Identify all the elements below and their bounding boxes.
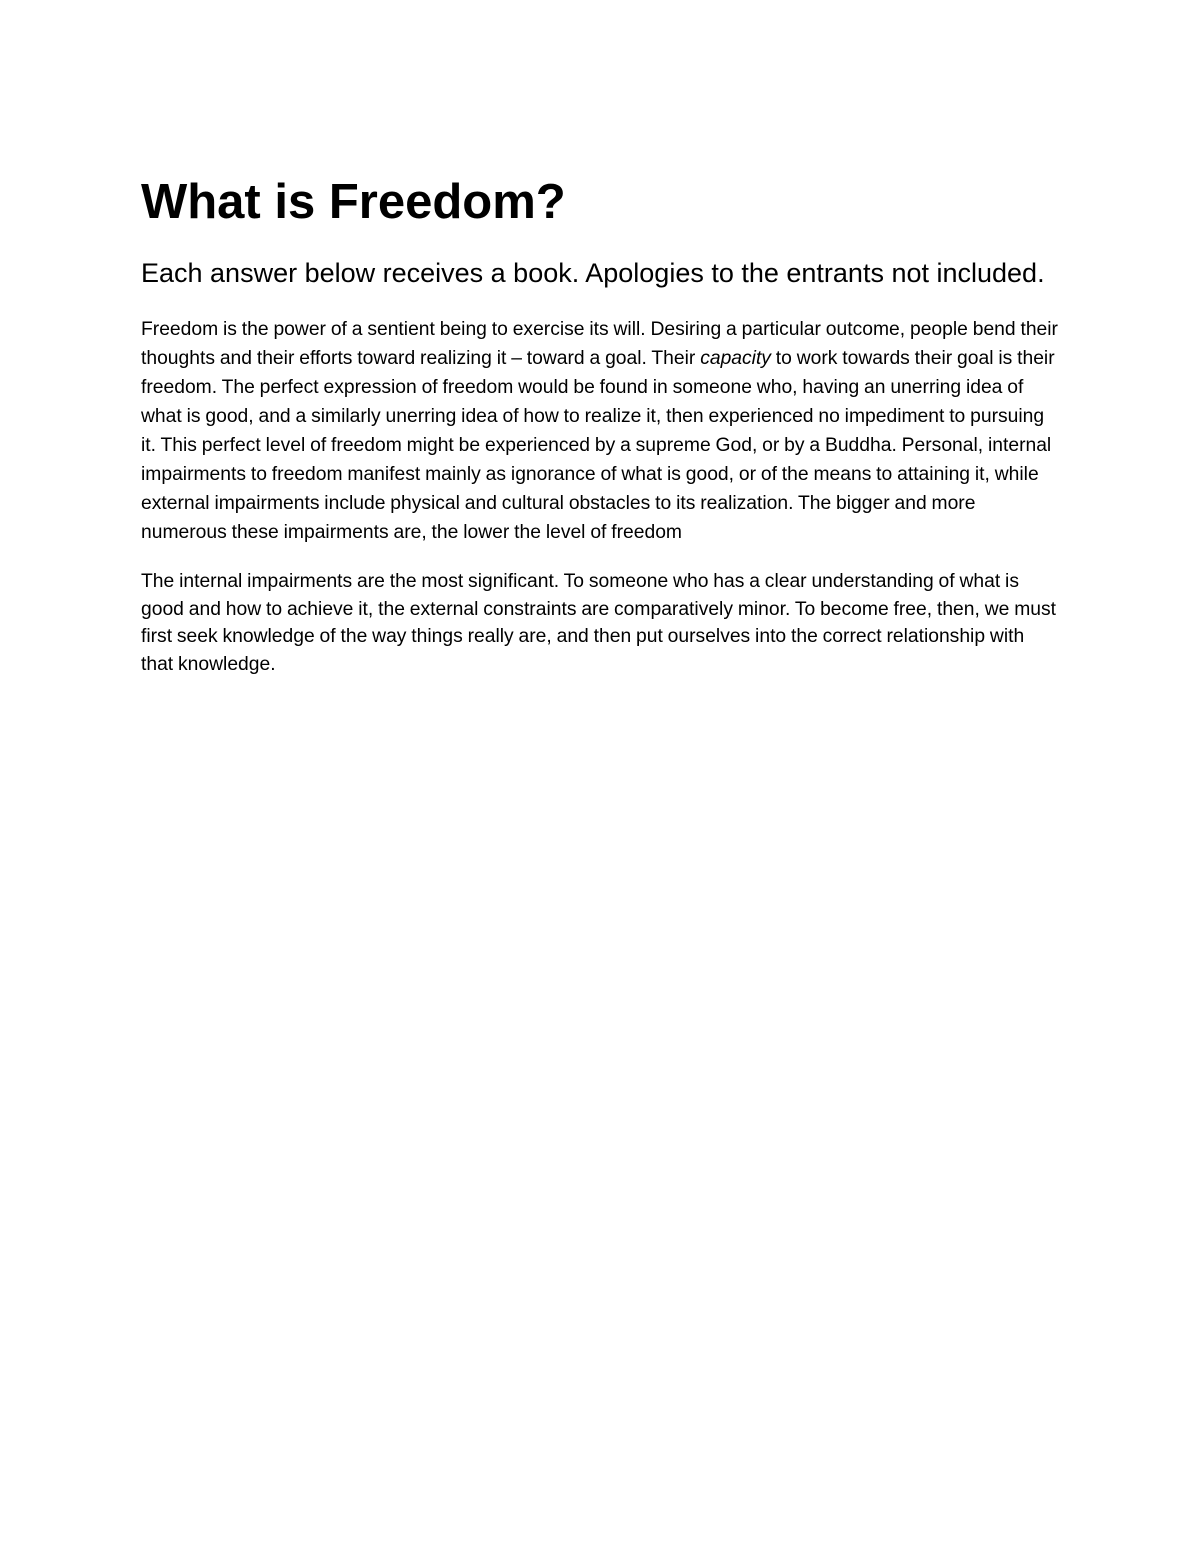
body-paragraph-1 [141,315,1061,547]
paragraph-1-italic-word: capacity [700,348,771,369]
page-title: What is Freedom? [141,175,566,229]
body-paragraph-2: The internal impairments are the most significant. To someone who has a clear understanding of what is good and how to achieve it, the external constraints are comparatively minor. To become free, then, we must first seek knowledge of the way things really are, and then put ourselves into the correct relationship with that knowledge. [141,571,1056,675]
document-content [141,170,1061,678]
paragraph-1-text-end: to work towards their goal is their freedom. The perfect expression of freedom would be found in someone who, having an unerring idea of what is good, and a similarly unerring idea of how to realize it, then experienced no impediment to pursuing it. This perfect level of freedom might be experienced by a supreme God, or by a Buddha. Personal, internal impairments to freedom manifest mainly as ignorance of what is good, or of the means to attaining it, while external impairments include physical and cultural obstacles to its realization. The bigger and more numerous these impairments are, the lower the level of freedom [141,348,1055,543]
paragraph-1-text-start: Freedom is the power of a sentient being to exercise its will. Desiring a particular outcome, people bend their thoughts and their efforts toward realizing it – toward a goal. Their [141,319,1058,369]
page-subtitle: Each answer below receives a book. Apologies to the entrants not included. [141,258,1045,288]
